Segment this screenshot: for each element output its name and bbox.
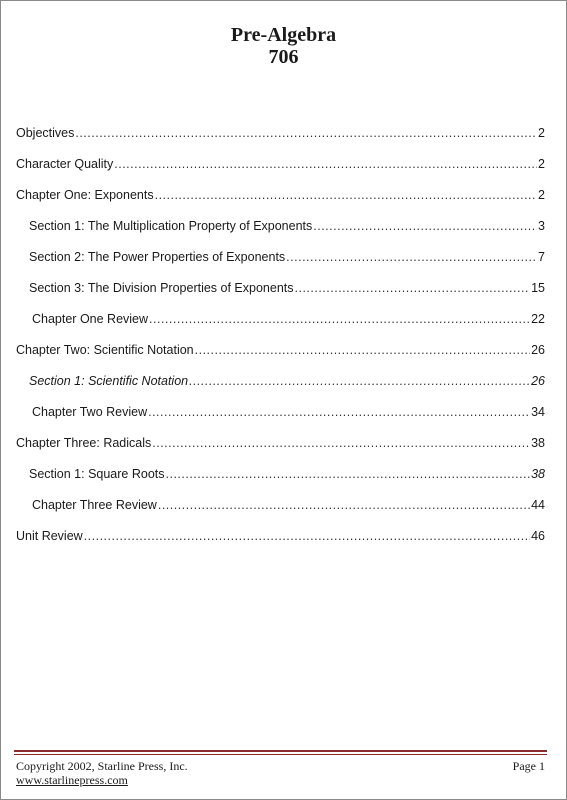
toc-leader-dots [166,465,531,483]
toc-entry-page: 15 [531,281,545,295]
toc-entry-label: Chapter One: Exponents [16,188,154,202]
toc-entry-label: Chapter Two Review [32,405,148,419]
toc-entry[interactable] [29,465,545,483]
toc-entry-label: Objectives [16,126,75,140]
toc-entry-label: Chapter One Review [32,312,149,326]
toc-leader-dots [158,496,530,514]
footer-copyright: Copyright 2002, Starline Press, Inc. [16,759,188,773]
toc-entry-page: 2 [538,126,545,140]
footer-divider [14,750,547,755]
toc-entry-label: Chapter Three Review [32,498,157,512]
toc-entry[interactable] [16,155,545,173]
toc-entry-label: Character Quality [16,157,114,171]
toc-entry[interactable] [16,434,545,452]
toc-entry-label: Chapter Three: Radicals [16,436,152,450]
toc-entry-label: Section 2: The Power Properties of Exponents [29,250,286,264]
toc-entry-label: Section 1: The Multiplication Property of Exponents [29,219,313,233]
toc-leader-dots [148,403,530,421]
title-line-1: Pre-Algebra [230,24,337,46]
toc-entry-label: Section 1: Square Roots [29,467,165,481]
toc-entry[interactable] [16,341,545,359]
toc-entry-page: 7 [538,250,545,264]
toc-leader-dots [189,372,530,390]
toc-entry[interactable] [16,527,545,545]
toc-entry-page: 34 [531,405,545,419]
toc-entry[interactable] [29,372,545,390]
footer-left [16,759,188,787]
toc-leader-dots [286,248,537,266]
toc-entry-label: Section 3: The Division Properties of Exponents [29,281,294,295]
toc-entry-page: 38 [531,467,545,481]
toc-leader-dots [114,155,537,173]
toc-entry[interactable] [32,403,545,421]
toc-entry[interactable] [16,186,545,204]
toc-leader-dots [295,279,531,297]
toc-leader-dots [149,310,530,328]
footer-url-link[interactable]: www.starlinepress.com [16,773,128,787]
toc-entry-page: 22 [531,312,545,326]
toc-entry-label: Unit Review [16,529,83,543]
toc-entry-page: 2 [538,157,545,171]
toc-entry[interactable] [29,279,545,297]
toc-entry-label: Section 1: Scientific Notation [29,374,189,388]
toc-leader-dots [155,186,537,204]
toc-leader-dots [195,341,530,359]
title-line-2: 706 [268,46,299,68]
toc-entry-page: 2 [538,188,545,202]
toc-leader-dots [313,217,537,235]
toc-entry-label: Chapter Two: Scientific Notation [16,343,194,357]
toc-leader-dots [75,124,537,142]
toc-entry-page: 26 [531,343,545,357]
toc-entry[interactable] [29,217,545,235]
toc-entry-page: 46 [531,529,545,543]
toc-entry-page: 3 [538,219,545,233]
toc-entry-page: 26 [531,374,545,388]
toc-entry[interactable] [29,248,545,266]
document-title [0,24,567,68]
toc-leader-dots [152,434,530,452]
footer-page-number: Page 1 [512,759,545,773]
toc-leader-dots [84,527,530,545]
toc-entry[interactable] [32,310,545,328]
toc-entry-page: 38 [531,436,545,450]
toc-entry[interactable] [16,124,545,142]
toc-entry[interactable] [32,496,545,514]
toc-entry-page: 44 [531,498,545,512]
